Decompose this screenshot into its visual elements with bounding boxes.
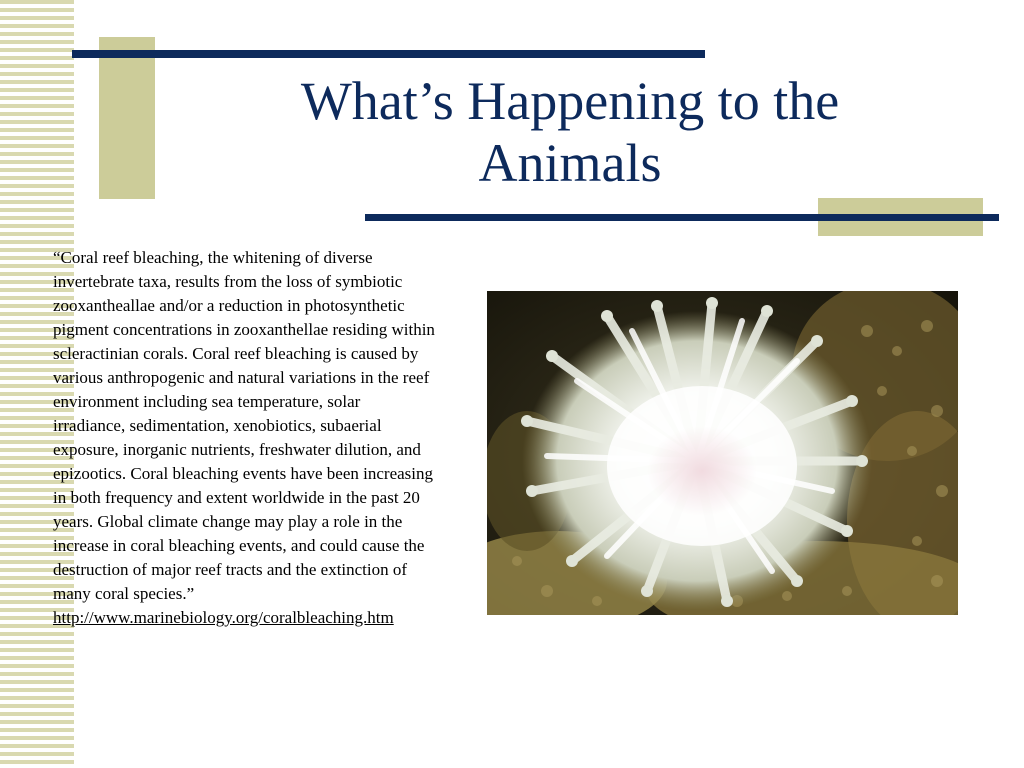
source-link[interactable]: http://www.marinebiology.org/coralbleaching.htm [53,608,394,627]
navy-rule-top [72,50,705,58]
navy-rule-bottom [365,214,999,221]
tan-accent-block-top [99,37,155,199]
quote-text: “Coral reef bleaching, the whitening of diverse invertebrate taxa, results from the loss of symbiotic zooxantheallae and/or a reduction in photosynthetic pigment concentrations in zooxanthellae residing within scleractinian corals. Coral reef bleaching is caused by various anthropogenic and natural variations in the reef environment including sea temperature, solar irradiance, sedimentation, xenobiotics, subaerial exposure, inorganic nutrients, freshwater dilution, and epizootics. Coral bleaching events have been increasing in both frequency and extent worldwide in the past 20 years. Global climate change may play a role in the increase in coral bleaching events, and could cause the destruction of major reef tracts and the extinction of many coral species.” [53,248,435,603]
bleached-coral-photo [487,291,958,615]
quote-block [53,246,435,630]
slide-title: What’s Happening to the Animals [300,71,840,193]
